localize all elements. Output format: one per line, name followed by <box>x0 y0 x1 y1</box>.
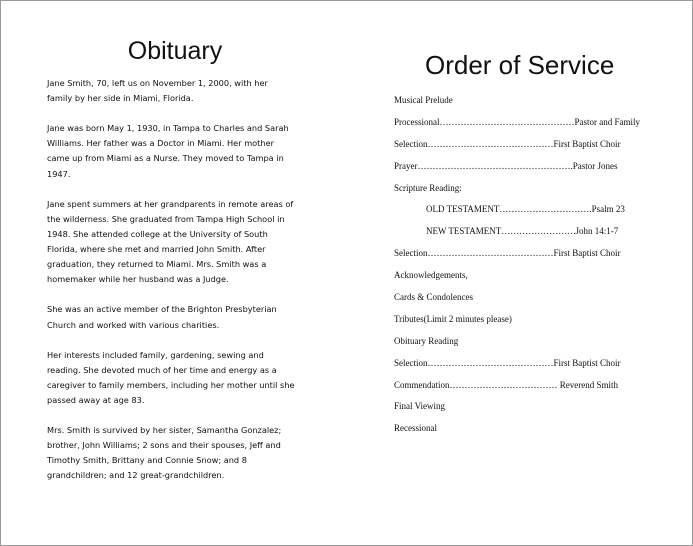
obituary-paragraph: Jane spent summers at her grandparents in remote areas of the wilderness. She graduated from Tampa High School in 1948. She attended college at the University of South Florida, where she met and married John Smith. After graduation, they returned to Miami. Mrs. Smith was a homemaker while her husband was a Judge. <box>47 198 294 285</box>
service-item: Tributes(Limit 2 minutes please) <box>394 313 512 324</box>
service-list <box>394 95 654 445</box>
obituary-paragraph: Jane was born May 1, 1930, in Tampa to Charles and Sarah Williams. Her father was a Doctor in Miami. Her mother came up from Miami as a Nurse. They moved to Tampa in 1947. <box>47 123 289 179</box>
service-item: Musical Prelude <box>394 95 453 105</box>
service-item: Cards & Condolences <box>394 292 473 303</box>
obituary-title: Obituary <box>127 37 223 65</box>
obituary-paragraph: She was an active member of the Brighton Presbyterian Church and worked with various charities. <box>47 304 277 330</box>
service-item: Selection……………………………………First Baptist Choir <box>394 138 621 149</box>
service-item: NEW TESTAMENT…………………….John 14:1-7 <box>426 226 619 237</box>
service-item: Processional………………………………………Pastor and Family <box>394 116 640 127</box>
service-item: Obituary Reading <box>394 335 459 346</box>
obituary-column <box>47 37 317 499</box>
order-of-service-title: Order of Service <box>425 50 615 80</box>
obituary-paragraph: Mrs. Smith is survived by her sister, Samantha Gonzalez; brother, John Williams; 2 sons and their spouses, Jeff and Timothy Smith, Brittany and Connie Snow; and 8 grandchildren; and 12 great-grandchildren. <box>47 425 282 481</box>
service-item: Prayer…………………………………………….Pastor Jones <box>394 160 618 171</box>
order-of-service-column <box>394 50 654 445</box>
obituary-paragraph: Jane Smith, 70, left us on November 1, 2000, with her family by her side in Miami, Florida. <box>47 78 268 104</box>
service-item: Scripture Reading: <box>394 182 462 193</box>
service-item: Selection……………………………………First Baptist Choir <box>394 248 621 259</box>
service-item: Acknowledgements, <box>394 270 468 281</box>
service-item: Selection……………………………………First Baptist Choir <box>394 357 621 368</box>
service-item: Commendation……………………………… Reverend Smith <box>394 379 618 390</box>
obituary-paragraph: Her interests included family, gardening, sewing and reading. She devoted much of her time and energy as a caregiver to family members, including her mother until she passed away at age 83. <box>47 349 295 405</box>
service-item: Recessional <box>394 423 437 434</box>
service-item: Final Viewing <box>394 401 446 412</box>
service-item: OLD TESTAMENT………………………….Psalm 23 <box>426 204 625 215</box>
